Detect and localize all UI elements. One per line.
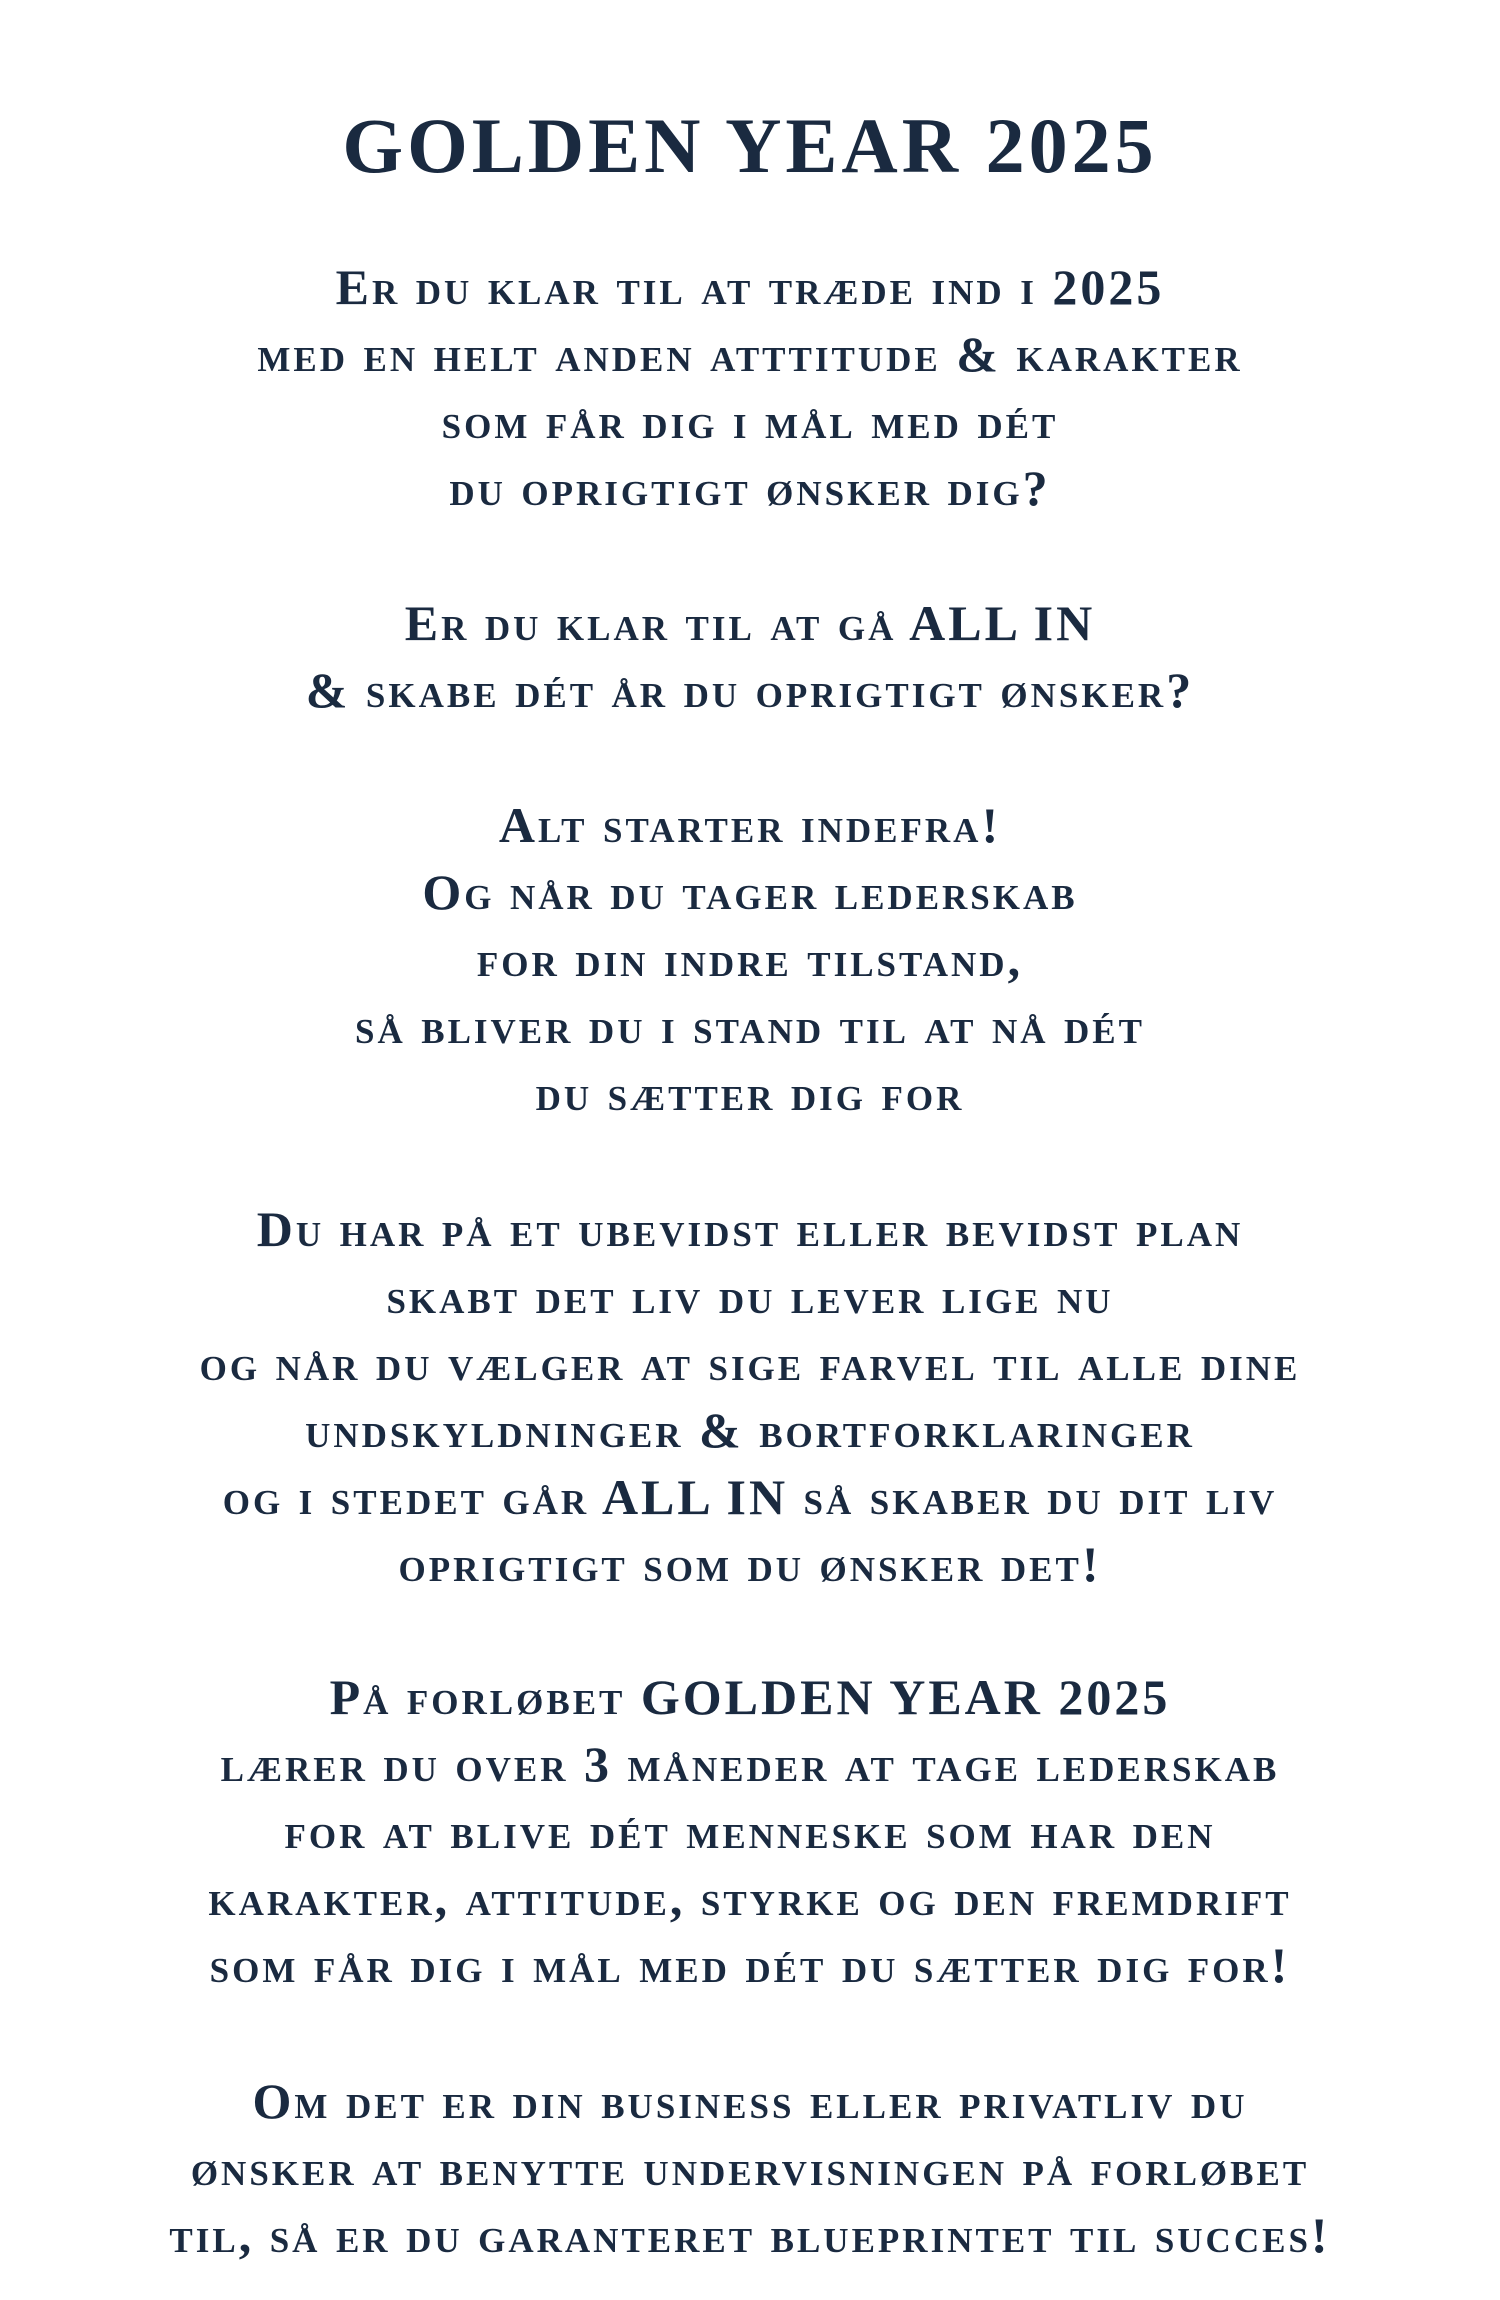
text-line: så bliver du i stand til at nå dét [354, 998, 1145, 1054]
text-line: Du har på et ubevidst eller bevidst plan [256, 1201, 1244, 1257]
text-line: og når du vælger at sige farvel til alle dine [199, 1335, 1301, 1391]
text-line: som får dig i mål med dét du sætter dig for! [209, 1937, 1291, 1993]
text-line: for din indre tilstand, [476, 931, 1024, 987]
paragraph-intro [0, 254, 1500, 522]
paragraph-liv [0, 1196, 1500, 1598]
text-line: for at blive dét menneske som har den [284, 1803, 1216, 1859]
text-line: som får dig i mål med dét [441, 393, 1059, 449]
text-line: Om det er din business eller privatliv du [252, 2073, 1248, 2129]
text-line: Alt starter indefra! [498, 797, 1002, 853]
paragraph-indefra [0, 792, 1500, 1127]
text-line: Er du klar til at træde ind i 2025 [335, 259, 1165, 315]
text-line: skabt det liv du lever lige nu [386, 1268, 1114, 1324]
text-line: til, så er du garanteret blueprintet til succes! [169, 2207, 1331, 2263]
text-line: På forløbet GOLDEN YEAR 2025 [329, 1669, 1171, 1725]
text-line: ønsker at benytte undervisningen på forløbet [190, 2140, 1310, 2196]
text-line: du oprigtigt ønsker dig? [449, 460, 1051, 516]
paragraph-all-in [0, 590, 1500, 724]
text-line: lærer du over 3 måneder at tage lederskab [220, 1736, 1280, 1792]
text-line: karakter, attitude, styrke og den fremdrift [208, 1870, 1292, 1926]
text-line: & skabe dét år du oprigtigt ønsker? [305, 662, 1195, 718]
text-line: oprigtigt som du ønsker det! [398, 1536, 1102, 1592]
text-line: Er du klar til at gå ALL IN [404, 595, 1096, 651]
text-line: og i stedet går ALL IN så skaber du dit liv [222, 1469, 1278, 1525]
text-line: undskyldninger & bortforklaringer [305, 1402, 1195, 1458]
paragraph-forloebet [0, 1664, 1500, 1999]
text-line: med en helt anden atttitude & karakter [257, 326, 1243, 382]
page-title: GOLDEN YEAR 2025 [342, 102, 1158, 189]
text-line: Og når du tager lederskab [422, 864, 1078, 920]
paragraph-business [0, 2068, 1500, 2269]
text-line: du sætter dig for [535, 1065, 965, 1121]
